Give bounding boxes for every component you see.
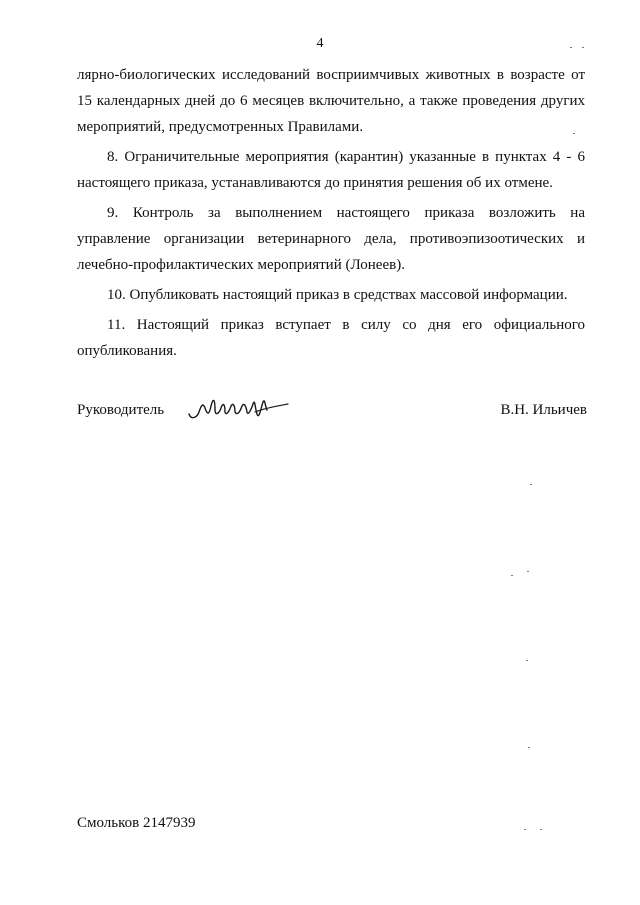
executor-info: Смольков 2147939 — [77, 815, 196, 831]
scan-speck — [524, 829, 526, 830]
signatory-title: Руководитель — [77, 402, 165, 418]
scan-speck — [527, 571, 529, 572]
scan-speck — [528, 747, 530, 748]
scan-speck — [570, 47, 572, 48]
signatory-name: В.Н. Ильичев — [500, 402, 587, 418]
document-body — [77, 62, 585, 364]
scan-speck — [530, 484, 532, 485]
paragraph-8: 8. Ограничительные мероприятия (карантин) указанные в пунктах 4 - 6 настоящего приказа, устанавливаются до принятия решения об их отмене. — [77, 149, 585, 191]
page-number: 4 — [316, 36, 324, 51]
scan-speck — [526, 660, 528, 661]
handwritten-signature — [185, 390, 290, 426]
scan-speck — [540, 829, 542, 830]
scan-speck — [511, 575, 513, 576]
paragraph-10: 10. Опубликовать настоящий приказ в средствах массовой информации. — [107, 287, 568, 303]
scan-speck — [573, 133, 575, 134]
paragraph-9: 9. Контроль за выполнением настоящего приказа возложить на управление организации ветеринарного дела, противоэпизоотических и лечебно-профилактических мероприятий (Лонеев). — [77, 205, 585, 273]
signature-block — [77, 398, 587, 428]
scan-speck — [582, 47, 584, 48]
paragraph-11: 11. Настоящий приказ вступает в силу со дня его официального опубликования. — [77, 317, 585, 359]
paragraph-continuation: лярно-биологических исследований восприимчивых животных в возрасте от 15 календарных дней до 6 месяцев включительно, а также проведения других мероприятий, предусмотренных Правилами. — [77, 67, 585, 135]
